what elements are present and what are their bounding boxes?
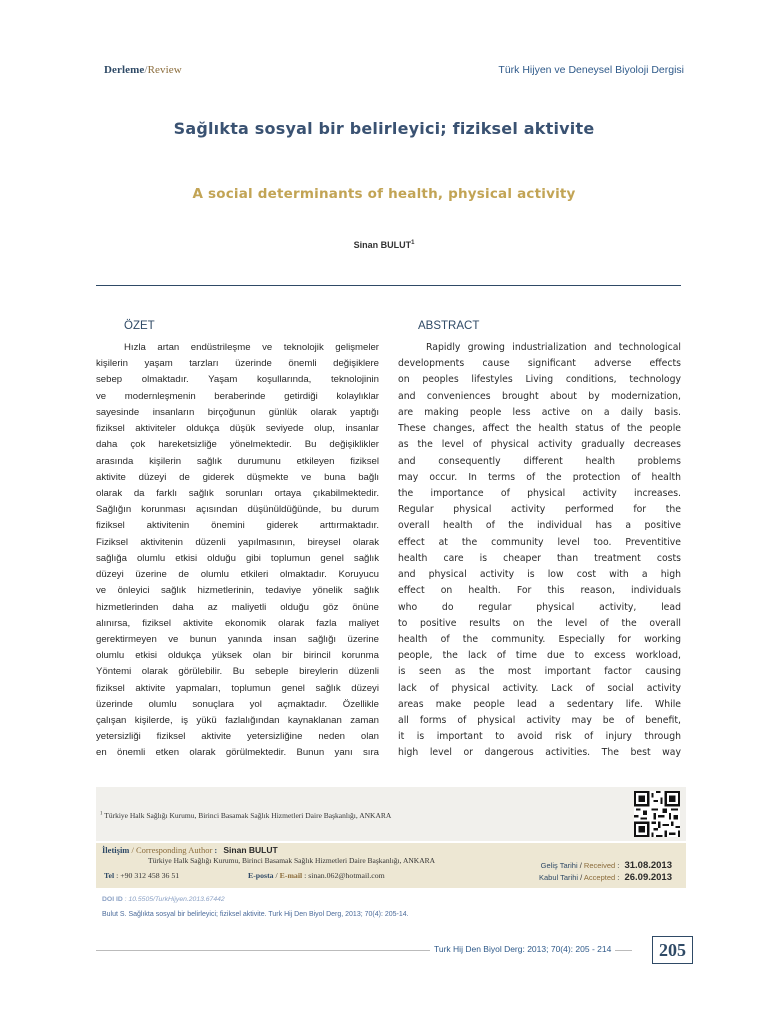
author-line [0, 240, 768, 250]
text-line: düzeyi üzerine de olumlu etkileri olmaktadır. Koruyucu [96, 569, 379, 581]
email-label-tr: E-posta [248, 871, 274, 880]
footnote [100, 811, 391, 820]
doi [102, 896, 225, 903]
footnote-text: Türkiye Halk Sağlığı Kurumu, Birinci Basamak Sağlık Hizmetleri Daire Başkanlığı, ANKARA [104, 811, 392, 820]
text-line: effect on health. For this reason, individuals [398, 585, 681, 597]
author-name: Sinan BULUT [353, 240, 412, 250]
text-line: daha çok hareketsizliğe yönelmektedir. Bu değişiklikler [96, 439, 379, 451]
text-line: alınırsa, fiziksel aktivite ekonomik olarak fazla maliyet [96, 617, 379, 629]
section-label-tr: Derleme [104, 64, 145, 76]
text-line: Fiziksel aktivitenin düzenli yapılmasının, bireysel olarak [96, 536, 379, 548]
footnote-box [96, 787, 686, 841]
accepted-date: 26.09.2013 [624, 872, 672, 883]
text-line: ve önleyici sağlık hizmetlerinin, tedaviye yönelik sağlık [96, 585, 379, 597]
text-line: sağlığa olumlu etkisi olduğu gibi toplumun genel sağlık [96, 552, 379, 564]
text-line: Rapidly growing industrialization and technological [426, 342, 681, 353]
text-line: sebep olmaktadır. Yaşam koşullarında, teknolojinin [96, 374, 379, 386]
phone-label: Tel [104, 871, 115, 880]
contact-label-separator: / [129, 845, 137, 855]
text-line: lack of physical activity. Lack of social activity [398, 682, 681, 694]
footnote-mark: 1 [100, 811, 103, 817]
ozet-heading: ÖZET [124, 320, 155, 332]
contact-phone [104, 871, 179, 880]
text-line: fiziksel aktivite yapmaları, toplumun genel sağlık düzeyi [96, 682, 379, 694]
text-line: olarak da farklı sağlık sorunları ortaya çıkabilmektedir. [96, 487, 379, 499]
section-label-en: Review [147, 64, 182, 76]
text-line: en önemli etken olarak görülmektedir. Bunun yanı sıra [96, 747, 379, 759]
text-line: is seen as the most important factor causing [398, 666, 681, 678]
accepted-label-en: Accepted [583, 873, 616, 882]
text-line: may occur. In terms of the protection of health [398, 471, 681, 483]
text-line: Regular physical activity performed for the [398, 504, 681, 516]
text-line: who do regular physical activity, lead [398, 601, 681, 613]
page-number: 205 [652, 936, 693, 964]
text-line: aktivite düzeyi de giderek düşmekte ve buna bağlı [96, 471, 379, 483]
text-line: fiziksel aktivitenin önemini giderek arttırmaktadır. [96, 520, 379, 532]
accepted-date-line: Kabul Tarihi / Accepted : 26.09.2013 [539, 872, 672, 883]
text-line: it is important to avoid risk of injury through [398, 731, 681, 743]
text-line: areas make people lead a sedentary life. While [398, 698, 681, 710]
text-line: These changes, affect the health status of the people [398, 423, 681, 435]
text-line: çalışan kişilerde, iş yükü fazlalığından kaynaklanan zaman [96, 715, 379, 727]
contact-label-tr: İletişim [102, 845, 130, 855]
text-line: and conveniences brought about by modernization, [398, 390, 681, 402]
email-value[interactable]: sinan.062@hotmail.com [308, 871, 385, 880]
footer-journal-ref: Turk Hij Den Biyol Derg: 2013; 70(4): 205 - 214 [430, 944, 615, 954]
article-dates [539, 860, 672, 884]
received-label-tr: Geliş Tarihi [540, 861, 578, 870]
accepted-label-tr: Kabul Tarihi [539, 873, 579, 882]
qr-code-icon [634, 791, 680, 837]
email-label-en: E-mail [279, 871, 303, 880]
section-label [104, 64, 182, 76]
abstract-body [398, 340, 681, 762]
text-line: on peoples lifestyles Living conditions, technology [398, 374, 681, 386]
contact-box [96, 843, 686, 888]
received-date: 31.08.2013 [624, 860, 672, 871]
text-line: effect at the community level too. Preventitive [398, 536, 681, 548]
article-title-en: A social determinants of health, physical activity [192, 186, 576, 202]
text-line: overall health of the individual has a positive [398, 520, 681, 532]
text-line: hizmetlerinden daha az maliyetli olduğu göz önüne [96, 601, 379, 613]
corresponding-author-line [102, 845, 278, 855]
text-line: fiziksel aktiviteler oldukça düşük seviyede olup, insanlar [96, 423, 379, 435]
title-divider [96, 285, 681, 286]
text-line: health of the community. Especially for working [398, 633, 681, 645]
article-title-tr: Sağlıkta sosyal bir belirleyici; fiziksel aktivite [173, 119, 595, 138]
text-line: to positive results on the level of the overall [398, 617, 681, 629]
contact-email: E-posta / E-mail : sinan.062@hotmail.com [248, 871, 385, 880]
citation: Bulut S. Sağlıkta sosyal bir belirleyici; fiziksel aktivite. Turk Hij Den Biyol Derg, 2013; 70(4): 205-14. [102, 911, 409, 918]
received-date-line: Geliş Tarihi / Received : 31.08.2013 [540, 860, 672, 871]
contact-address: Türkiye Halk Sağlığı Kurumu, Birinci Basamak Sağlık Hizmetleri Daire Başkanlığı, ANKARA [148, 856, 436, 865]
text-line: as the level of physical activity gradually decreases [398, 439, 681, 451]
text-line: and consequently different health problems [398, 455, 681, 467]
text-line: Sağlığın korunması açısından düşünüldüğünde, bu durum [96, 504, 379, 516]
journal-name: Türk Hijyen ve Deneysel Biyoloji Dergisi [498, 64, 684, 76]
phone-value: : +90 312 458 36 51 [116, 871, 180, 880]
text-line: kişilerin yaşam tarzları üzerinde önemli değişiklere [96, 358, 379, 370]
text-line: health care is cheaper than treatment costs [398, 552, 681, 564]
ozet-body [96, 340, 379, 762]
contact-name: Sinan BULUT [223, 845, 278, 855]
text-line: developments cause significant adverse effects [398, 358, 681, 370]
text-line: üzerinde olumlu sonuçlara yol açmaktadır. Özellikle [96, 698, 379, 710]
text-line: ve modernleşmenin beraberinde getirdiği kolaylıklar [96, 390, 379, 402]
author-affiliation-mark: 1 [411, 240, 415, 246]
text-line: all forms of physical activity may be of benefit, [398, 715, 681, 727]
contact-label-en: Corresponding Author [136, 845, 213, 855]
text-line: arasında kişilerin sağlık durumunu etkileyen fiziksel [96, 455, 379, 467]
doi-label: DOI ID [102, 896, 123, 903]
text-line: people, the lack of time due to excess workload, [398, 650, 681, 662]
text-line: yetersizliği fiziksel aktivite yetersizliğine neden olan [96, 731, 379, 743]
received-label-en: Received [583, 861, 616, 870]
text-line: the importance of physical activity increases. [398, 487, 681, 499]
doi-value[interactable]: : 10.5505/TurkHijyen.2013.67442 [124, 896, 225, 903]
text-line: gerektirmeyen ve bunun yanında insan sağlığı üzerine [96, 633, 379, 645]
text-line: Hızla artan endüstrileşme ve teknolojik gelişmeler [124, 342, 379, 353]
contact-label-colon: : [212, 845, 218, 855]
abstract-heading: ABSTRACT [418, 320, 480, 332]
text-line: olumlu etkisi oldukça yüksek olan bir birincil korunma [96, 650, 379, 662]
text-line: are making people less active on a daily basis. [398, 406, 681, 418]
ozet-section [96, 320, 379, 762]
section-label-separator: / [144, 64, 148, 76]
text-line: high level or dangerous activities. The best way [398, 747, 681, 759]
abstract-section [398, 320, 681, 762]
text-line: sayesinde insanların birçoğunun günlük olarak yaptığı [96, 406, 379, 418]
text-line: and physical activity is low cost with a high [398, 569, 681, 581]
text-line: Yöntemi olarak görülebilir. Bu sebeple bireylerin düzenli [96, 666, 379, 678]
